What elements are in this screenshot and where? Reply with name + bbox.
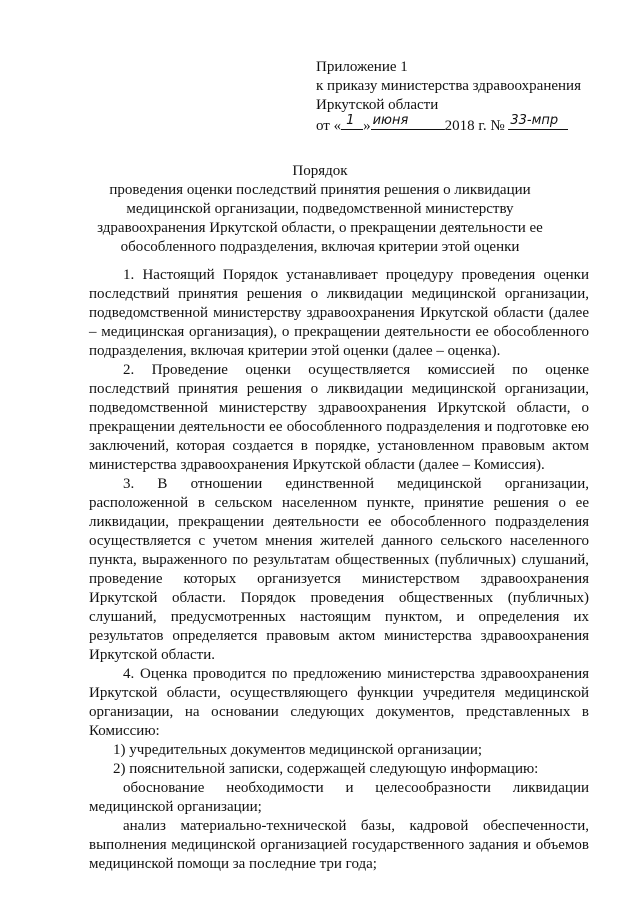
note-paragraph: анализ материально-технической базы, кадровой обеспеченности, выполнения медицинской организацией государственного задания и объемов медицинской помощи за последние три года;	[89, 818, 589, 872]
handwritten-month: июня	[372, 113, 409, 128]
title-subtitle: проведения оценки последствий принятия решения о ликвидации медицинской организации, подведомственной министерству здравоохранения Иркутской области, о прекращении деятельности ее обособленного подразделения, включая критерии этой оценки	[97, 182, 543, 255]
paragraph-2: 2. Проведение оценки осуществляется комиссией по оценке последствий принятия решения о ликвидации медицинской организации, подведомственной министерству здравоохранения Иркутской области, о прекращении деятельности ее обособленного подразделения и подготовке ею заключений, которая создается в порядке, установленном правовым актом министерства здравоохранения Иркутской области (далее – Комиссия).	[89, 362, 589, 473]
document-title	[90, 162, 550, 257]
annex-line-2: к приказу министерства здравоохранения	[316, 78, 581, 94]
quote-close: »	[363, 118, 371, 134]
year-text: 2018 г. №	[444, 118, 505, 134]
day-field	[341, 115, 363, 130]
title-heading: Порядок	[292, 163, 348, 179]
paragraph-1: 1. Настоящий Порядок устанавливает процедуру проведения оценки последствий принятия решения о ликвидации медицинской организации, подведомственной министерству здравоохранения Иркутской области (далее – медицинская организация), о прекращении деятельности ее обособленного подразделения, включая критерии этой оценки (далее – оценка).	[89, 267, 589, 359]
handwritten-number: 33-мпр	[510, 113, 559, 128]
paragraph-4: 4. Оценка проводится по предложению министерства здравоохранения Иркутской области, осуществляющего функции учредителя медицинской организации, на основании следующих документов, представленных в Комиссию:	[89, 666, 589, 739]
date-prefix: от «	[316, 118, 342, 134]
number-field	[508, 115, 568, 130]
document-body	[89, 266, 589, 874]
annex-header	[316, 58, 581, 136]
note-paragraph: обоснование необходимости и целесообразности ликвидации медицинской организации;	[89, 780, 589, 815]
paragraph-3: 3. В отношении единственной медицинской организации, расположенной в сельском населенном пункте, принятие решения о ее ликвидации, прекращении деятельности ее обособленного подразделения осуществляется с учетом мнения жителей данного сельского населенного пункта, выраженного по результатам общественных (публичных) слушаний, проведение которых организуется министерством здравоохранения Иркутской области. Порядок проведения общественных (публичных) слушаний, предусмотренных настоящим пунктом, и определения их результатов определяется правовым актом министерства здравоохранения Иркутской области.	[89, 476, 589, 663]
annex-line-1: Приложение 1	[316, 59, 408, 75]
list-item: 2) пояснительной записки, содержащей следующую информацию:	[113, 761, 539, 777]
annex-date-line	[316, 115, 581, 136]
annex-line-3: Иркутской области	[316, 97, 439, 113]
month-field	[371, 115, 445, 130]
handwritten-day: 1	[346, 113, 355, 128]
list-item: 1) учредительных документов медицинской организации;	[113, 742, 483, 758]
